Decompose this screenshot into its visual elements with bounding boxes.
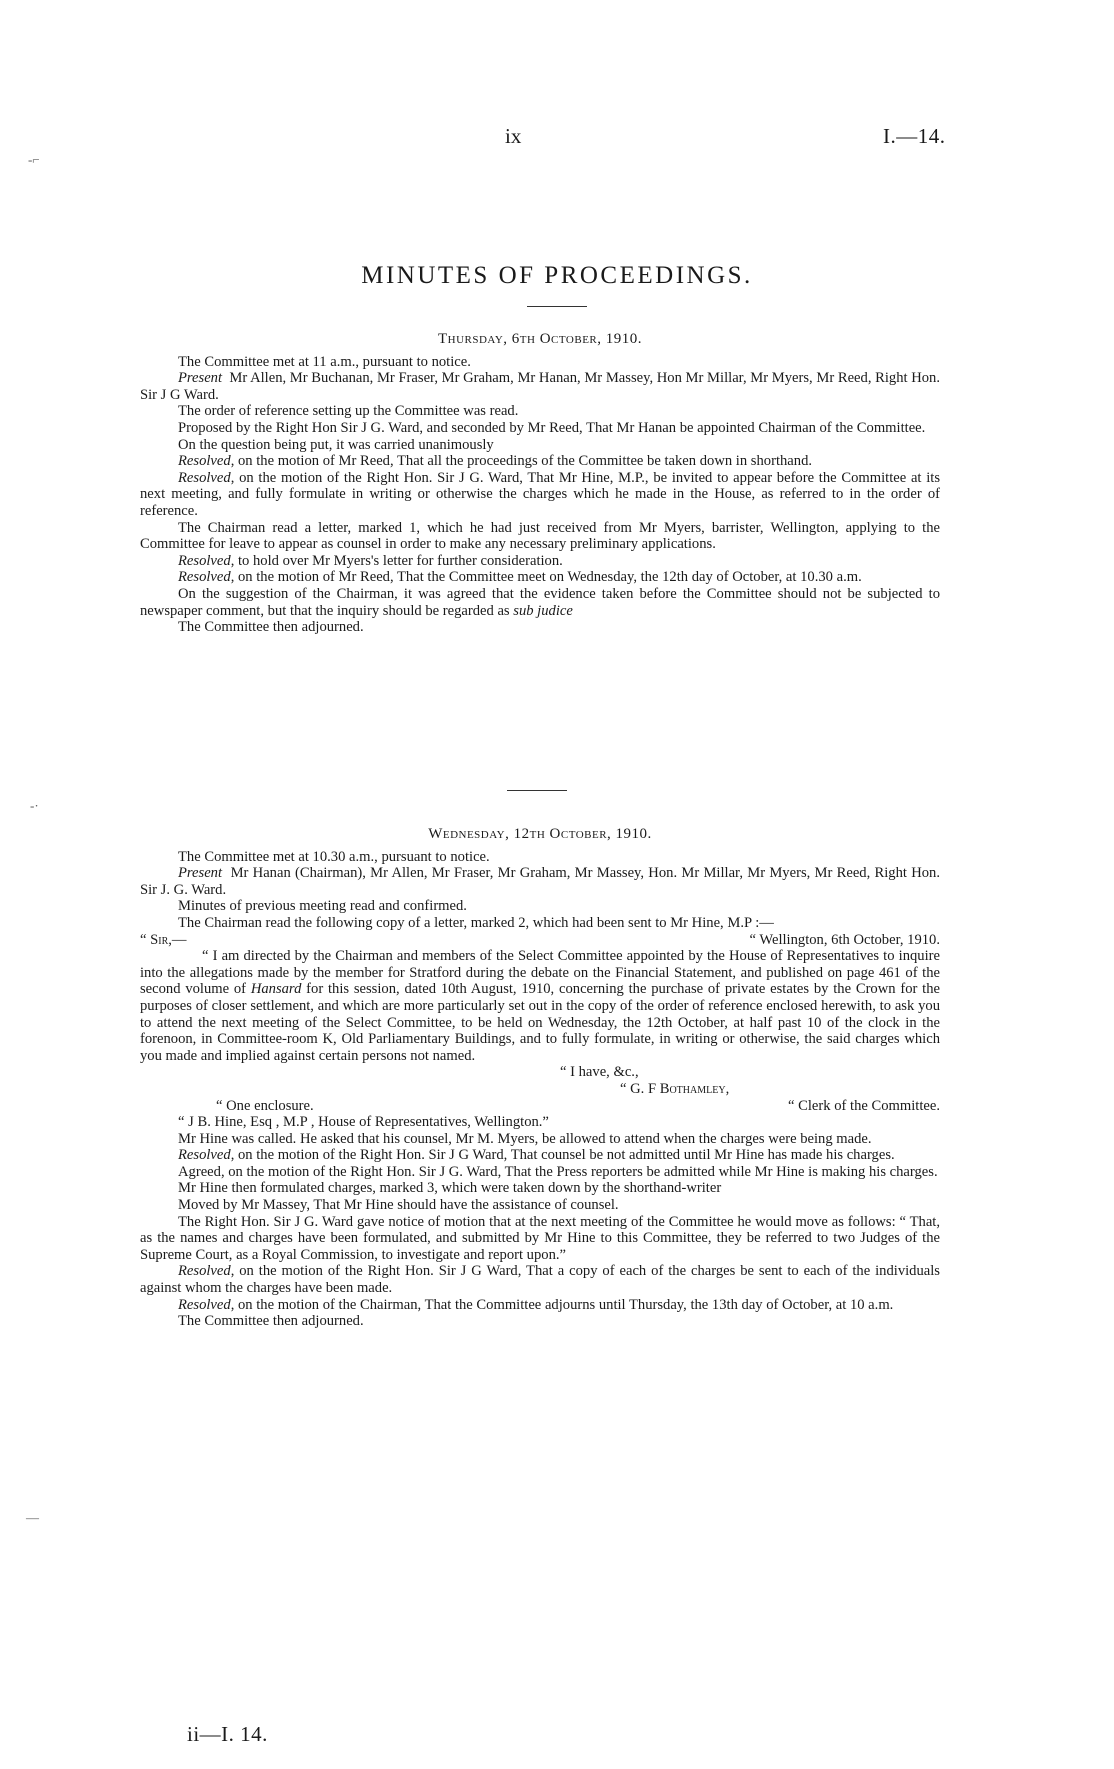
footer-signature: ii—I. 14. — [187, 1722, 268, 1746]
resolution-text: , on the motion of Mr Reed, That the Committee meet on Wednesday, the 12th day of October, at 10.30 a.m. — [230, 569, 862, 586]
members-present: Mr Allen, Mr Buchanan, Mr Fraser, Mr Graham, Mr Hanan, Mr Massey, Hon Mr Millar, Mr Myers, Mr Reed, Right Hon. Sir J G Ward. — [140, 370, 941, 403]
minute-paragraph — [140, 865, 940, 898]
minute-paragraph: The Committee then adjourned. — [178, 619, 364, 636]
page-title: MINUTES OF PROCEEDINGS. — [361, 262, 753, 289]
resolved-label: Resolved — [178, 569, 231, 586]
minute-paragraph — [140, 553, 940, 570]
letter-body: “ I am directed by the Chairman and members of the Select Committee appointed by the House of Representatives to inquire into the allegations made by the member for Stratford during the debate on the Financial Statement, and published on page 461 of the second volume of Hansard for this session, dated 10th August, 1910, concerning the purchase of private estates by the Crown for the purposes of closer settlement, and which are more particularly set out in the copy of the order of reference enclosed herewith, to ask you to attend the next meeting of the Select Committee, to be held on Wednesday, the 12th October, at half past 10 of the clock in the forenoon, in Committee-room K, Old Parliamentary Buildings, and to fully formulate, in writing or otherwise, the said charges which you made and implied against certain persons not named. — [140, 948, 940, 1064]
resolved-label: Resolved — [178, 1296, 231, 1313]
document-reference: I.—14. — [883, 124, 946, 148]
resolution-text: , to hold over Mr Myers's letter for further consideration. — [230, 552, 563, 569]
minute-paragraph: The Committee met at 11 a.m., pursuant to notice. — [178, 353, 471, 370]
minute-paragraph — [140, 470, 940, 520]
session-thursday — [140, 331, 940, 636]
minute-paragraph — [140, 1263, 940, 1296]
minute-paragraph — [140, 569, 940, 586]
resolution-text: , on the motion of the Chairman, That the Committee adjourns until Thursday, the 13th day of October, at 10 a.m. — [230, 1296, 894, 1313]
present-label: Present — [178, 370, 223, 387]
resolved-label: Resolved — [178, 1147, 231, 1164]
minute-paragraph: Minutes of previous meeting read and confirmed. — [178, 898, 467, 915]
session-date-heading: Thursday, 6th October, 1910. — [437, 331, 643, 347]
resolution-text: , on the motion of the Right Hon. Sir J G. Ward, That Mr Hine, M.P., be invited to appear before the Committee at its next meeting, and fully formulate in writing or otherwise the charges which he made in the House, as referred to in the order of reference. — [140, 469, 940, 519]
minute-paragraph: Mr Hine then formulated charges, marked 3, which were taken down by the shorthand-writer — [178, 1180, 722, 1197]
letter-addressee: “ J B. Hine, Esq , M.P , House of Representatives, Wellington.” — [178, 1114, 549, 1131]
minute-paragraph: Moved by Mr Massey, That Mr Hine should have the assistance of counsel. — [178, 1197, 619, 1214]
resolved-label: Resolved — [178, 453, 231, 470]
enclosure-note: “ One enclosure. — [216, 1097, 314, 1114]
session-wednesday — [140, 826, 940, 1330]
sub-judice: sub judice — [513, 602, 573, 619]
minute-paragraph: The Committee met at 10.30 a.m., pursuant to notice. — [178, 848, 490, 865]
minute-paragraph: The order of reference setting up the Committee was read. — [178, 403, 519, 420]
resolved-label: Resolved — [178, 469, 231, 486]
letter-place-date: “ Wellington, 6th October, 1910. — [749, 931, 940, 948]
letter-closing: “ I have, &c., — [560, 1064, 639, 1081]
clerk-title: “ Clerk of the Committee. — [788, 1097, 940, 1114]
suggestion-text: On the suggestion of the Chairman, it was agreed that the evidence taken before the Committee should not be subjected to newspaper comment, but that the inquiry should be regarded as — [140, 585, 940, 619]
letter-signer: “ G. F Bothamley, — [620, 1080, 730, 1097]
present-label: Present — [178, 865, 223, 882]
members-present: Mr Hanan (Chairman), Mr Allen, Mr Fraser, Mr Graham, Mr Massey, Hon. Mr Millar, Mr Myers, Mr Reed, Right Hon. Sir J. G. Ward. — [140, 865, 940, 898]
letter-header — [140, 932, 940, 949]
minute-paragraph: Proposed by the Right Hon Sir J G. Ward, and seconded by Mr Reed, That Mr Hanan be appointed Chairman of the Committee. — [178, 419, 926, 436]
minute-paragraph — [140, 1297, 940, 1314]
minute-paragraph — [140, 1147, 940, 1164]
session-date-heading: Wednesday, 12th October, 1910. — [428, 826, 652, 842]
section-divider — [507, 790, 567, 791]
letter-salutation: “ Sir,— — [140, 931, 187, 948]
letter-footer — [140, 1098, 940, 1115]
margin-mark: — — [26, 1510, 39, 1525]
hansard: Hansard — [250, 981, 302, 998]
minute-paragraph: On the question being put, it was carried unanimously — [178, 436, 494, 453]
minute-paragraph: The Chairman read a letter, marked 1, which he had just received from Mr Myers, barrister, Wellington, applying to the Committee for leave to appear as counsel in order to make any necessary preliminary applications. — [140, 519, 940, 553]
minute-paragraph — [140, 586, 940, 619]
resolution-text: , on the motion of the Right Hon. Sir J G Ward, That counsel be not admitted until Mr Hine has made his charges. — [230, 1147, 895, 1164]
page-number: ix — [505, 124, 522, 148]
minute-paragraph: The Chairman read the following copy of a letter, marked 2, which had been sent to Mr Hine, M.P :— — [178, 914, 774, 931]
minute-paragraph — [140, 370, 940, 403]
minute-paragraph — [140, 453, 940, 470]
resolution-text: , on the motion of the Right Hon. Sir J G Ward, That a copy of each of the charges be sent to each of the individuals against whom the charges have been made. — [140, 1263, 940, 1297]
minute-paragraph: Agreed, on the motion of the Right Hon. Sir J G. Ward, That the Press reporters be admitted while Mr Hine is making his charges. — [178, 1163, 938, 1180]
resolution-text: , on the motion of Mr Reed, That all the proceedings of the Committee be taken down in shorthand. — [230, 453, 813, 470]
resolved-label: Resolved — [178, 1263, 231, 1280]
resolved-label: Resolved — [178, 552, 231, 569]
minute-paragraph: Mr Hine was called. He asked that his counsel, Mr M. Myers, be allowed to attend when the charges were being made. — [178, 1130, 872, 1147]
margin-mark: ‐⌐ — [28, 152, 40, 167]
margin-mark: ‐· — [30, 798, 39, 813]
minute-paragraph: The Right Hon. Sir J G. Ward gave notice of motion that at the next meeting of the Committee he would move as follows: “ That, as the names and charges have been formulated, and submitted by Mr Hine to this Committee, they be referred to two Judges of the Supreme Court, as a Royal Commission, to investigate and report upon.” — [140, 1213, 940, 1263]
title-divider — [527, 306, 587, 307]
minute-paragraph: The Committee then adjourned. — [178, 1313, 364, 1330]
